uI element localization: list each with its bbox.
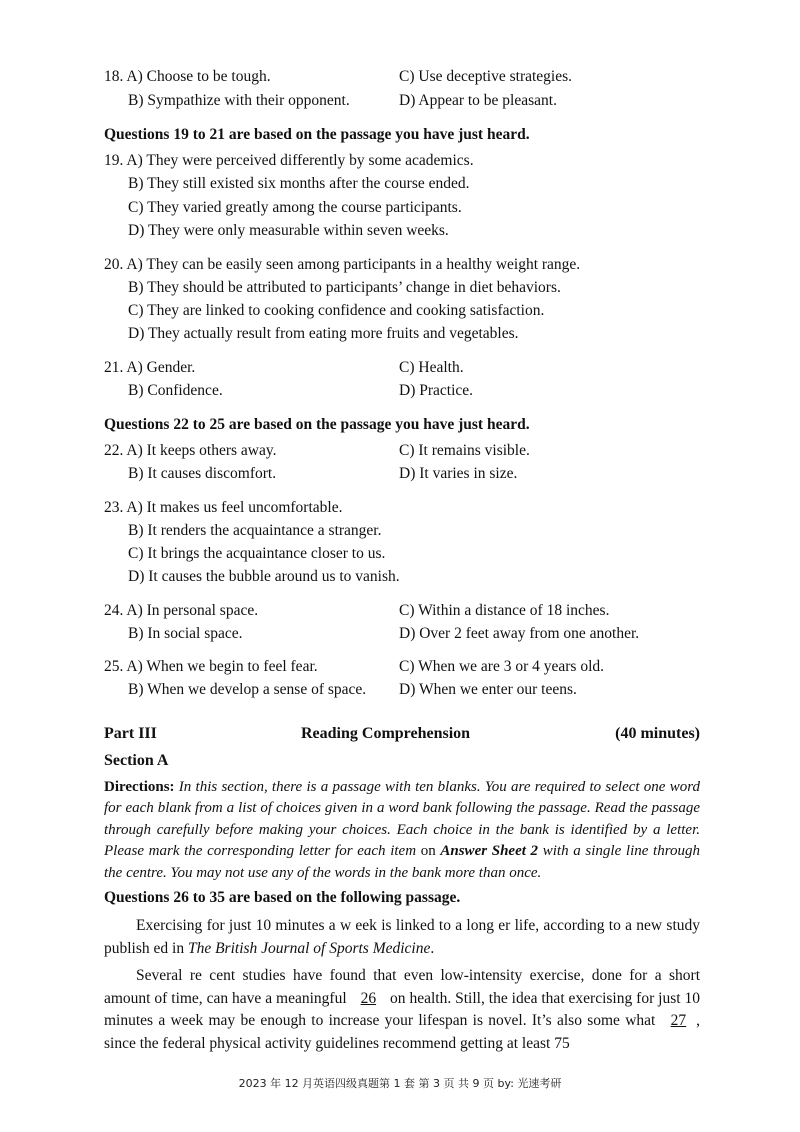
q24-option-a: 24. A) In personal space. (104, 602, 259, 619)
passage-paragraph-2 (104, 965, 700, 1055)
q18-option-d: D) Appear to be pleasant. (399, 92, 557, 109)
q25-option-b: B) When we develop a sense of space. (128, 681, 367, 698)
journal-title: The British Journal of Sports Medicine (187, 939, 431, 957)
blank-26: 26 (360, 989, 377, 1007)
passage-paragraph-1 (104, 915, 700, 960)
directions-text-2: with a single line through the centre. You may not use any of the words in the bank more than once. (104, 843, 701, 881)
part-title: Reading Comprehension (301, 725, 471, 742)
q22-option-b: B) It causes discomfort. (128, 465, 277, 482)
passage-p2-text-c: , since the federal physical activity guidelines recommend getting at least 75 (104, 1012, 700, 1052)
q20-option-a: 20. A) They can be easily seen among participants in a healthy weight range. (104, 256, 581, 273)
q20-option-d: D) They actually result from eating more fruits and vegetables. (128, 325, 519, 342)
passage-p2-text-b: on health. Still, the idea that exercising for just 10 minutes a week may be enough to increase your lifespan is novel. It’s also some what (104, 989, 700, 1029)
directions-label: Directions: (104, 779, 175, 795)
directions-text-on: on (420, 843, 436, 860)
q21-option-b: B) Confidence. (128, 382, 223, 399)
page-footer: 2023 年 12 月英语四级真题第 1 套 第 3 页 共 9 页 by: 光速考研 (238, 1077, 562, 1090)
q19-option-d: D) They were only measurable within seven weeks. (128, 222, 449, 239)
heading-questions-22-25: Questions 22 to 25 are based on the passage you have just heard. (104, 416, 530, 433)
q22-option-c: C) It remains visible. (399, 442, 530, 459)
q25-option-a: 25. A) When we begin to feel fear. (104, 658, 318, 675)
heading-questions-26-35: Questions 26 to 35 are based on the following passage. (104, 889, 461, 906)
passage-p2-text-a: Several re cent studies have found that even low-intensity exercise, done for a short amount of time, can have a meaningful (104, 967, 700, 1007)
q23-option-a: 23. A) It makes us feel uncomfortable. (104, 499, 343, 516)
passage-p1-end: . (430, 939, 435, 957)
q19-option-b: B) They still existed six months after the course ended. (128, 175, 470, 192)
blank-27: 27 (670, 1012, 687, 1029)
part-time: (40 minutes) (615, 725, 700, 742)
q24-option-c: C) Within a distance of 18 inches. (399, 602, 610, 619)
q21-option-d: D) Practice. (399, 382, 474, 399)
q18-option-c: C) Use deceptive strategies. (399, 68, 573, 85)
section-a-title: Section A (104, 752, 169, 769)
q21-option-c: C) Health. (399, 359, 464, 376)
q20-option-c: C) They are linked to cooking confidence and cooking satisfaction. (128, 302, 545, 319)
answer-sheet-ref: Answer Sheet 2 (440, 843, 539, 860)
q25-option-c: C) When we are 3 or 4 years old. (399, 658, 605, 675)
q23-option-c: C) It brings the acquaintance closer to us. (128, 545, 386, 562)
q25-option-d: D) When we enter our teens. (399, 681, 577, 698)
q24-option-d: D) Over 2 feet away from one another. (399, 625, 640, 642)
q18-option-b: B) Sympathize with their opponent. (128, 92, 350, 109)
q20-option-b: B) They should be attributed to participants’ change in diet behaviors. (128, 279, 561, 296)
q19-option-c: C) They varied greatly among the course participants. (128, 199, 462, 216)
part-label: Part III (104, 725, 157, 742)
q18-option-a: 18. A) Choose to be tough. (104, 68, 271, 85)
heading-questions-19-21: Questions 19 to 21 are based on the passage you have just heard. (104, 126, 530, 143)
directions-paragraph (104, 777, 700, 884)
q23-option-d: D) It causes the bubble around us to vanish. (128, 568, 400, 585)
q24-option-b: B) In social space. (128, 625, 243, 642)
q19-option-a: 19. A) They were perceived differently by some academics. (104, 152, 474, 169)
q23-option-b: B) It renders the acquaintance a stranger. (128, 522, 382, 539)
passage-p1-text: Exercising for just 10 minutes a w eek is linked to a long er life, according to a new study publish ed in (104, 917, 700, 957)
q21-option-a: 21. A) Gender. (104, 359, 196, 376)
q22-option-a: 22. A) It keeps others away. (104, 442, 277, 459)
directions-text-1: In this section, there is a passage with ten blanks. You are required to select one word for each blank from a list of choices given in a word bank following the passage. Read the passage through carefully before making your choices. Each choice in the bank is identified by a letter. Please mark the corresponding letter for each item (104, 779, 700, 860)
q22-option-d: D) It varies in size. (399, 465, 518, 482)
